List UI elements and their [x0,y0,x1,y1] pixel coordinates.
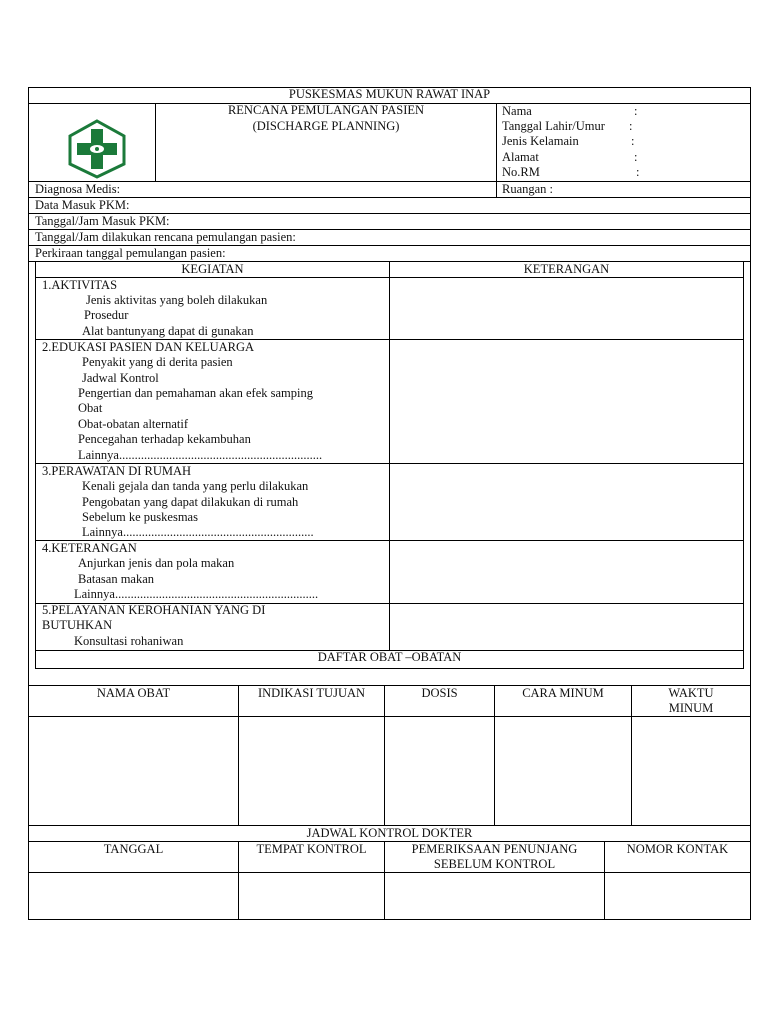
field-tanggal-lahir-label: Tanggal Lahir/Umur [502,119,605,133]
perkiraan-tanggal-label: Perkiraan tanggal pemulangan pasien: [35,246,226,260]
col-waktu-minum: WAKTU [668,686,714,700]
col-pemeriksaan-penunjang-cont: SEBELUM KONTROL [433,857,556,871]
col-tempat-kontrol: TEMPAT KONTROL [256,842,367,856]
list-item: Sebelum ke puskesmas [82,510,198,524]
field-jenis-kelamin-colon: : [631,134,635,148]
list-item: Obat [78,401,103,415]
col-indikasi-tujuan: INDIKASI TUJUAN [257,686,366,700]
list-item: Alat bantunyang dapat di gunakan [82,324,254,338]
field-tanggal-lahir-colon: : [629,119,633,133]
col-nomor-kontak: NOMOR KONTAK [626,842,729,856]
form-subtitle: (DISCHARGE PLANNING) [252,119,400,133]
facility-name: PUSKESMAS MUKUN RAWAT INAP [288,87,491,101]
col-keterangan-header: KETERANGAN [523,262,610,276]
list-item: Penyakit yang di derita pasien [82,355,233,369]
section-keterangan-heading: 4.KETERANGAN [42,541,137,555]
list-item: Pencegahan terhadap kekambuhan [78,432,251,446]
section-aktivitas-heading: 1.AKTIVITAS [42,278,118,292]
field-alamat-label: Alamat [502,150,539,164]
tanggal-rencana-label: Tanggal/Jam dilakukan rencana pemulangan pasien: [35,230,296,244]
medication-list-title: DAFTAR OBAT –OBATAN [317,650,462,664]
list-item: Anjurkan jenis dan pola makan [78,556,235,570]
section-edukasi-heading: 2.EDUKASI PASIEN DAN KELUARGA [42,340,255,354]
section-kerohanian-heading: 5.PELAYANAN KEROHANIAN YANG DI [42,603,266,617]
list-item: Lainnya................................................................. [74,587,319,601]
list-item: Obat-obatan alternatif [78,417,189,431]
field-nama-colon: : [634,104,638,118]
list-item: Kenali gejala dan tanda yang perlu dilakukan [82,479,309,493]
col-waktu-minum-cont: MINUM [668,701,714,715]
section-perawatan-heading: 3.PERAWATAN DI RUMAH [42,464,192,478]
col-nama-obat: NAMA OBAT [96,686,171,700]
field-alamat-colon: : [634,150,638,164]
field-no-rm-label: No.RM [502,165,540,179]
list-item: Batasan makan [78,572,155,586]
list-item: Konsultasi rohaniwan [74,634,184,648]
field-jenis-kelamin-label: Jenis Kelamain [502,134,579,148]
section-kerohanian-heading-cont: BUTUHKAN [42,618,113,632]
diagnosa-medis-label: Diagnosa Medis: [35,182,121,196]
field-nama-label: Nama [502,104,532,118]
list-item: Pengertian dan pemahaman akan efek samping [78,386,313,400]
col-kegiatan-header: KEGIATAN [181,262,244,276]
col-pemeriksaan-penunjang: PEMERIKSAAN PENUNJANG [411,842,578,856]
control-schedule-title: JADWAL KONTROL DOKTER [306,826,473,840]
col-dosis: DOSIS [421,686,458,700]
data-masuk-label: Data Masuk PKM: [35,198,130,212]
puskesmas-logo-icon [66,119,128,179]
list-item: Jadwal Kontrol [82,371,159,385]
col-cara-minum: CARA MINUM [522,686,604,700]
list-item: Lainnya................................................................. [78,448,323,462]
list-item: Pengobatan yang dapat dilakukan di rumah [82,495,299,509]
tanggal-masuk-label: Tanggal/Jam Masuk PKM: [35,214,170,228]
field-no-rm-colon: : [636,165,640,179]
form-title: RENCANA PEMULANGAN PASIEN [227,103,425,117]
col-tanggal: TANGGAL [103,842,164,856]
list-item: Lainnya............................................................. [82,525,314,539]
ruangan-label: Ruangan : [502,182,554,196]
list-item: Prosedur [84,308,129,322]
list-item: Jenis aktivitas yang boleh dilakukan [86,293,268,307]
